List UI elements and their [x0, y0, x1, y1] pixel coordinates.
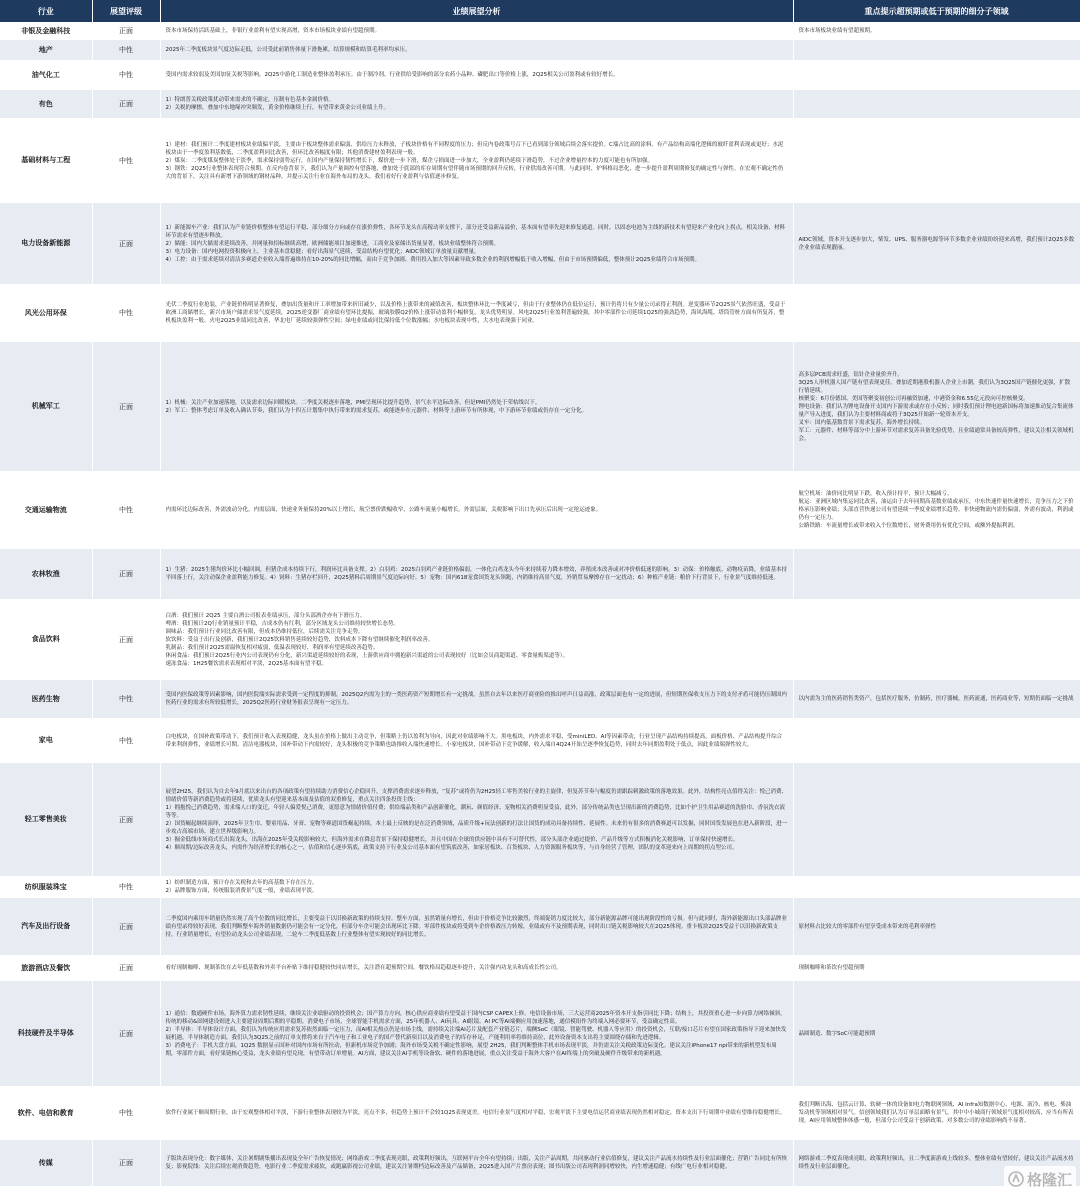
- subsector-cell: AIDC领域，资本开支逐步加大，柴发、UPS、服务器电源等环节多数企业业绩纷纷迎来高增，我们预计2Q25多数企业业绩表现靓丽。: [793, 203, 1080, 284]
- subsector-cell: 我们判断出海、包括云计算、软硬一体的设备如电力物联网领域、AI Infra知数据中心、电源、液冷、核电、柴油发动机等领域相对景气。信创领域我们认为订单层面略有景气，其中中小城商行领域景气度相对较高，应当有所表现。AI应用领域整体体感一般，但部分公司受益于创新政策，对多数公司的业绩影响尚不显著。: [793, 1086, 1080, 1140]
- analysis-cell: 1）特朗普关税政策扰动带来需求的不确定，压制有色基本金属价格。 2）关税的摩擦，叠加中东地缘冲突频发，黄金价格继续上行，有望带来黄金公司业绩上升。: [160, 90, 793, 118]
- subsector-cell: 网络游戏二季度表现成亮眼，政策利好频出，且二季度新游戏上线较多，整体业绩有望较好，建议关注产品流水持续性及行业层面催化。: [793, 1140, 1080, 1186]
- industry-cell: 医药生物: [0, 680, 92, 718]
- subsector-cell: [793, 90, 1080, 118]
- subsector-cell: 原材料占比较大的零部件有望享受成本带来的毛利率弹性: [793, 898, 1080, 955]
- analysis-cell: 受国内医保政策等因素影响，国内医院端实际需求受到一定程度的抑制，2025Q2内需为主的一类医药资产短期增长有一定挑战。虽然自去年以来医疗商业险的推出呼声日益高涨，政策层面也有一定的进展，但短期医保收支压力下的支付矛盾可能仍压制国内医药行业的需求有所较低增长，2025Q2医药行业财务报表呈现有一定压力。: [160, 680, 793, 718]
- industry-cell: 非银及金融科技: [0, 22, 92, 40]
- table-row: [0, 1140, 1080, 1186]
- industry-cell: 油气化工: [0, 60, 92, 90]
- industry-cell: 轻工零售美妆: [0, 763, 92, 876]
- rating-cell: 正面: [92, 342, 160, 471]
- subsector-cell: [793, 718, 1080, 763]
- rating-cell: 正面: [92, 203, 160, 284]
- industry-cell: 电力设备新能源: [0, 203, 92, 284]
- table-row: [0, 549, 1080, 599]
- table-row: [0, 60, 1080, 90]
- table-row: [0, 955, 1080, 981]
- analysis-cell: 1）生猪：2025生猪均价环比小幅回调，但猪企成本持续下行，利润环比具备支撑。2）白羽鸡：2025白羽鸡产业链价格偏弱，一体化白鸡龙头今年来持续着力降本增效，养殖成本改善或对冲价格低迷的影响。3）动保：价格触底、动物疫苗降，业绩基本持平回落上行，关注动保企业盈利能力修复。4）饲料：生猪存栏回升，2Q25猪料后周期景气度边际向好。5）宠物：国内618宠食国货龙头领跑，内销维持高景气度，外销贸易摩擦存在一定扰动；6）种植产业链：粮价下行背景下，行业景气度维持低迷。: [160, 549, 793, 599]
- gelonghui-watermark: [1004, 1166, 1076, 1192]
- subsector-cell: [793, 118, 1080, 203]
- table-row: [0, 680, 1080, 718]
- industry-cell: 风光公用环保: [0, 284, 92, 342]
- table-row: [0, 471, 1080, 549]
- header-analysis: 业绩展望分析: [160, 0, 793, 22]
- analysis-cell: 白电板块，在国补政策带动下，我们预计收入表现稳健，龙头虽在价格上做出主动竞争，但策略上仍以盈利为导向，因此对业绩影响不大。黑电板块，内外需求平稳，受miniLED、AI等因素带动，行业呈现产品结构持续提高，面板价格、产品结构提升综合带来利润弹性，业绩增长可期。清洁电器板块，国补带动下内需较好，龙头积极的竞争策略也助推收入端快速增长。小家电板块，国补带动下竞争缓解，收入端自4Q24开始呈逐季恢复趋势，同时去年同期盈利处于低点，因此业绩端弹性较大。: [160, 718, 793, 763]
- rating-cell: 正面: [92, 549, 160, 599]
- table-row: [0, 1086, 1080, 1140]
- rating-cell: 正面: [92, 1140, 160, 1186]
- rating-cell: 中性: [92, 60, 160, 90]
- subsector-cell: 晶圆制造、数字SoC可能超预期: [793, 981, 1080, 1086]
- industry-cell: 纺织服装珠宝: [0, 876, 92, 898]
- analysis-cell: 看好现制咖啡、现制茶饮在去年低基数和外卖平台补贴下维持稳健较快同店增长，关注潜在超预期空间。餐饮格局趋稳逐步提升，关注强内功龙头和高成长性公司。: [160, 955, 793, 981]
- subsector-cell: 高多层PCB需求旺盛，钻针企业量价齐升。 3Q25人形机器人国产链有望表现更佳。叠加近期港股机器人企业上市潮，我们认为3Q25国产链催化更强，扩散行情延续。 核聚变：6月份德国、美国等聚变初创公司再融资加速，中港资金和6.55亿元投向可控核聚变。 锂电设备：我们认为锂电设备开支国内下游需求或存在小反转；同时我们预计锂电池新国标将加速推动复合集流体量产导入进度，我们认为主要材料商或将于3Q25开始新一轮资本开支。 叉车：国内低基数背景下需求复苏，海外增长持续。 军工：元器件、材料等部分中上游环节对需求复苏具备先验优势，且业绩通常具备较高弹性，建议关注相关领域机会。: [793, 342, 1080, 471]
- table-row: [0, 118, 1080, 203]
- subsector-cell: [793, 763, 1080, 876]
- rating-cell: 正面: [92, 599, 160, 680]
- analysis-cell: 2025年二季度板块景气度边际走低，公司受此前销售体量下滑拖累，结算规模和结算毛利率均承压。: [160, 40, 793, 60]
- analysis-cell: 白酒：我们预计 2Q25 主要白酒公司报表业绩承压，部分头部酒企亦有下滑压力。 啤酒：我们预计2Q行业销量预计平稳，吉成本仍有红利，部分区域龙头公司维持较快增长态势。 调味品：我们预计行业同比改善有限，但成本仍维持低位，后续需关注竞争走势。 软饮料：受益于出行及创新，我们预计2Q25饮料销售延续较好趋势，饮料成本下降有望继续催化利润率改善。 乳制品：我们预计2Q25需温恢复相对疲弱，低温表现较好，利润率有望延续改善趋势。 休闲食品：我们预计2Q25行业内公司表现仍有分化，新兴渠道延续较好的表现，上游供应商中拥抱新兴渠道的公司表现较好（比如会员商超渠道、零食量贩渠道等）。 速冻食品：1H25餐饮需求表现相对平淡，2Q25基本面有望平稳。: [160, 599, 793, 680]
- table-row: [0, 981, 1080, 1086]
- table-row: [0, 40, 1080, 60]
- table-row: [0, 203, 1080, 284]
- table-row: [0, 342, 1080, 471]
- rating-cell: 中性: [92, 718, 160, 763]
- industry-cell: 科技硬件及半导体: [0, 981, 92, 1086]
- subsector-cell: 航空机场：油价同比明显下跌，收入预计持平，预计大幅减亏。 航运：亚洲区域内集运同比改善，油运由于去年同期高基数业绩或承压，中东快速件量快速增长，竞争压力之下价格承压影响业绩；头部直营快递公司有望延续一季度业绩增长趋势。非快递物流内需仍偏弱，外需有波动，利润或仍有一定压力。 公路铁路：车流量增长或带来收入个位数增长，财务费用仍有优化空间，或额外提振利润。: [793, 471, 1080, 549]
- industry-cell: 家电: [0, 718, 92, 763]
- analysis-cell: 内需环比边际改善，外需波动分化。内需层面，快递业务量保持20%以上增长，航空票价跌幅收窄，公路车流量小幅增长。外需层面，关税影响下出口先承压后出现一定抢运迹象。: [160, 471, 793, 549]
- subsector-cell: 资本市场板块业绩有望超预期。: [793, 22, 1080, 40]
- industry-cell: 地产: [0, 40, 92, 60]
- rating-cell: 中性: [92, 1086, 160, 1140]
- industry-cell: 传媒: [0, 1140, 92, 1186]
- analysis-cell: 1）新能源车产业：我们认为产业链价格整体有望运行平稳、部分细分方向或存在涨价弹性，各环节龙头在高稼动率支撑下，部分还受益新品溢价，基本面有望率先迎来修复通道。同时，以固态电池为主线的新技术有望迎来产业化向上拐点，相关设备、材料环节需求有望逐步释放。 2）储能：国内大储需求延续改善，并网量和招标继续高增，欧洲储能项目加速推进，工商业及家储出货量显著，板块业绩整体符合预期。 3）电力设备：国内电网投资积极向上，主业基本盘稳健；看好出海景气延续，受益结构有望优化；AIDC领域订单放量贡献增量。 4）工控：由于需求延续对清洁多赛道企业收入端普遍维持在10-20%的同比增幅，而由于竞争加剧、费用投入加大等因素导致多数企业的利润增幅低于收入增幅，但由于市场预期偏低，整体预计2Q25业绩符合市场预期。: [160, 203, 793, 284]
- table-row: [0, 22, 1080, 40]
- analysis-cell: 1）机械：关注产业加速落地，以及需求边际回暖板块。二季度关税逐步落地，PMI呈现环比提升趋势，景气水平边际改善，但是PMI仍然处于荣枯线以下。 2）军工：整体考虑订单及收入确认节奏，我们认为十四五计划集中执行带来的需求复苏，或能逐步在元器件、材料等上游环节有所体现，中下游环节业绩或仍存在一定分化。: [160, 342, 793, 471]
- subsector-cell: [793, 284, 1080, 342]
- industry-cell: 旅游酒店及餐饮: [0, 955, 92, 981]
- table-row: [0, 876, 1080, 898]
- analysis-cell: 子版块表现分化：数字媒体，关注暑期剧集播出表现及全年广告恢复情况；网络游戏二季度表现亮眼，政策利好频出，互联网平台全年有望持续；出版，关注产品周期，共同驱动行业估值修复，建议关注产品流水持续性及行业层面催化；营销广告同比有所恢复；影视院线：关注后续宏观消费趋势，电影行业二季度需求疲软，或跑赢影视公司业绩，建议关注暑期档边际改善及产品储备，2Q25进入国产片票房表现；图书出版公司表现利润同增较快，内生增速稳健；有线广电行业相对稳健。: [160, 1140, 793, 1186]
- watermark-text: 格隆汇: [1026, 1170, 1072, 1189]
- rating-cell: 中性: [92, 876, 160, 898]
- header-industry: 行业: [0, 0, 92, 22]
- analysis-cell: 1）建材：我们预计二季度建材板块业绩偏平淡，主要由于板块整体需求偏弱、供给压力未释放，子板块价格有不同程度的压力；但反内卷政策号召下已看到部分领域后续会落实提价。C端占比高的涂料、有产品结构高端化逻辑的玻纤盈利表现或更好；水泥板块由于一季度盈利基数低，二季度盈利同比改善，但环比改善幅度有限；其他消费建材盈利表现一般。 2）煤炭：二季度煤炭整体处于淡季，需求保持弱势运行，在国内产量保持韧性增长下，煤价进一步下滑，煤企亏损面进一步加大，全业盈利仍延续下滑趋势，不过企业增量控本的力度可能也有所加强。 3）钢铁：2Q25行业整体表现符合预期。在反内卷背景下，我们认为产量调控有望落地，叠加处于底部的库存周期有望伴随市场预期的回升反转，行业供需改善可期。与此同时，炉料格局恶化，进一步提升盈利周期修复的确定性与弹性。在宏观不确定性仍大的背景下，关注具有新增下游领域的钢材品种，并提示关注行业在海外布局的龙头，我们看好行业盈利与估值逐步修复。: [160, 118, 793, 203]
- industry-cell: 有色: [0, 90, 92, 118]
- header-subsectors: 重点提示超预期或低于预期的细分子领域: [793, 0, 1080, 22]
- industry-cell: 交通运输物流: [0, 471, 92, 549]
- subsector-cell: 以内需为主的医药销售类资产，包括医疗服务，仿制药，医疗器械，医药流通，医药商业等，短期仍面临一定挑战: [793, 680, 1080, 718]
- subsector-cell: 现制咖啡和茶饮有望超预期: [793, 955, 1080, 981]
- analysis-cell: 光伏二季度行业抢装，产业链价格明显著修复，叠加出货量和开工率增加带来折旧减少，以及价格上涨带来的减值改善，板块整体环比一季度减亏，但由于行业整体仍在低位运行，预计仍将只有少量公司录得正利润。逆变器环节2Q25景气依然旺盛，受益于欧洲工商储增长，新兴市场户储需求景气度延续，2Q25逆变器厂商业绩有望环比提振，玻璃胶膜Q2价格上涨带动盈利小幅修复，龙头优势明显。风电2Q25行业盈利普遍较强，其中零部件公司延续1Q25的强劲趋势，海风海缆、塔筒管桩方面有所复苏，整机板块盈利一般。火电2Q25业绩同比改善，华北电厂延续较强弹性空间；绿电业绩或同比保持低个位数涨幅；水电板块表现中性，大水电表现强于同业。: [160, 284, 793, 342]
- table-row: [0, 90, 1080, 118]
- rating-cell: 正面: [92, 22, 160, 40]
- industry-cell: 软件、电信和教育: [0, 1086, 92, 1140]
- table-row: [0, 718, 1080, 763]
- rating-cell: 中性: [92, 40, 160, 60]
- header-rating: 展望评级: [92, 0, 160, 22]
- table-body: [0, 22, 1080, 1186]
- rating-cell: 正面: [92, 763, 160, 876]
- rating-cell: 正面: [92, 955, 160, 981]
- rating-cell: 中性: [92, 471, 160, 549]
- subsector-cell: [793, 60, 1080, 90]
- analysis-cell: 二季度国内乘用车销量仍然实现了高个位数的同比增长，主要受益于以旧换新政策的持续支持。整车方面，虽然销量有增长，但由于价格竞争比较激烈，终端促销力度比较大，部分新能源品牌可能出现阶段性的亏损。但与此同时，海外新能源出口头部品牌业绩有望录得较好表现，我们判断整车海外销量数据仍可能会有一定分化，但部分车企可能会出现环比下降。零部件板块或将受到车企价格战压力转嫁，业绩或有不及预期表现，同时出口链关税影响较大在2Q25体现。重卡板块2Q25受益于以旧换新政策支持，行业销量增长，有望拉动龙头公司业绩表现。二轮车二季度低基数上行业整体有望实现较好的同比增长。: [160, 898, 793, 955]
- analysis-cell: 软件行业属于顺周期行业，由于宏观整体相对平淡，下游行业整体表现较为平淡，亮点不多，但趋势上预计不会较1Q25表现更差。电信行业景气度相对平稳，宏观平淡下主要电信运营商业绩表现仍然相对稳定，资本支出下行周期中业绩有望维持稳健增长。: [160, 1086, 793, 1140]
- industry-cell: 机械军工: [0, 342, 92, 471]
- table-row: [0, 898, 1080, 955]
- industry-cell: 基础材料与工程: [0, 118, 92, 203]
- analysis-cell: 1）纺织制造方面，预计存在关税和去年的高基数下存在压力。 2）品牌服饰方面，传统服装消费景气度一般，业绩表现平淡。: [160, 876, 793, 898]
- table-header: [0, 0, 1080, 22]
- table-row: [0, 763, 1080, 876]
- industry-cell: 农林牧渔: [0, 549, 92, 599]
- table-row: [0, 599, 1080, 680]
- analysis-cell: 展望2H25，我们认为自去年9月底以来出台的各项政策有望持续助力消费信心企稳回升，支撑消费需求逐步释放，“复苏”或将仍为2H25轻工零售美妆行业的主旋律，但复苏节奏与幅度仍需跟踪刺激政策的落地效果。此外，结构性亮点值得关注：悦己消费、情绪价值等新消费趋势或将延续，优质龙头有望迎来基本面及估值的双重修复，重点关注四条投资主线： 1）拥抱悦己消费趋势，需求端人口的变迁，年轻人偏爱悦己消费，更愿意为情绪价值付费；供给端品类和产品创新催化，潮玩、颜值经济、宠物相关消费明显受益，此外，部分传统品类也呈现出新的消费趋势，比如个护卫生用品赛道的洗脸巾、香氛洗衣液等等。 2）国货崛起继续演绎，2025年卫生巾、婴童用品、牙膏、宠物等赛道国货崛起持续，本土最上反映的是在泛消费领域，品质升级+玩法创新的打法让国货的成功具备持续性、延展性。未来仍有很多的消费赛道可以发掘，同时国货发展也在进入新阶段，进一步攻占高端市场、建立世界级影响力。 3）掘金低线市场商式长出海龙头，出海在2025年受关税影响较大，但海外需求在降息背景下保持稳健增长，并且中国在全球的供应链中具有不可替代性，部分头部企业通过提价、产品升级等方式积极消化关税影响，订单保持快速增长。 4）顺周期/边际改善龙头，内需作为经济增长的核心之一，估值和信心逐步筑底，政策支持下行业及公司基本面有望筑底改善，如家居板块、百货板块、人力资源服务板块等，与自身经营了管理，团队的变革迎来向上周期的拐点型公司。: [160, 763, 793, 876]
- industry-cell: 汽车及出行设备: [0, 898, 92, 955]
- subsector-cell: [793, 876, 1080, 898]
- rating-cell: 正面: [92, 90, 160, 118]
- subsector-cell: [793, 40, 1080, 60]
- subsector-cell: [793, 549, 1080, 599]
- rating-cell: 正面: [92, 981, 160, 1086]
- header-row: [0, 0, 1080, 22]
- analysis-cell: 资本市场保持活跃基础上，非银行业盈利有望实现高增，资本市场板块业绩有望超预期。: [160, 22, 793, 40]
- analysis-cell: 1）通信：数通硬件市场，海外算力需求韧性延续，继续关注业绩驱动的投资机会；国产算力方向，核心供应商业绩有望受益于国内CSP CAPEX上修。电信设备市场，三大运营商2025年资本开支指引同比下降；结构上，其投资重心进一步向算力网络倾斜，传统的移动&固网建设则进入主要建设周期后期的平稳期。消费电子市场，全球智能手机需求方面，25年机器人、AI玩具、AI眼镜、AI PC等AI端侧应用加速落地，通信模组作为终端入网必要环节，受益确定性高。 2）半导体：半导体设计方面，我们认为传统应用需求复苏依然面临一定压力，而AI相关热点仍是市场主线，需持续关注端AI芯片及配套产业链芯片，端侧SoC（眼镜、智能驾驶、机器人等应用）的投资机会，互联/接口芯片有望在国家政策指导下迎来加快发展机遇。半导体制造方面，我们认为3Q25之前的订单支撑将来自于汽车电子和工业电子的国产替代新项目以及消费电子的库存补足，产能利用率将维持高位，此外设备资本支出将主要围绕存储和先进逻辑。 3）消费电子：手机大盘方面，1Q25 数据显示国补对国内市场有所拉动，但新机市场竞争加剧；海外市场受关税不确定性影响，展望 2H25，我们判断整体手机市场表现平淡，并仍需关注关税政策边际变化。建议关注iPhone17 npi带来的新机型发布周期，零部件方面，看好果链核心受益，龙头业绩有望兑现，有望带动订单增量。AI方面，建议关注AI手机等设备软、硬件的落地进展，重点关注受益于海外大客户在AI终端上的突破及硬件升级带来的新机遇。: [160, 981, 793, 1086]
- rating-cell: 中性: [92, 284, 160, 342]
- gelonghui-logo-icon: [1008, 1171, 1024, 1187]
- rating-cell: 中性: [92, 680, 160, 718]
- subsector-cell: [793, 599, 1080, 680]
- rating-cell: 正面: [92, 898, 160, 955]
- analysis-cell: 受国内需求较弱及美国加征关税等影响，2Q25中游化工制造业整体盈利承压。由于制冷剂、行业供给受影响的部分农药小品种、磷肥出口等价格上涨，2Q25相关公司盈利或有较好增长。: [160, 60, 793, 90]
- rating-cell: 中性: [92, 118, 160, 203]
- table-row: [0, 284, 1080, 342]
- industry-cell: 食品饮料: [0, 599, 92, 680]
